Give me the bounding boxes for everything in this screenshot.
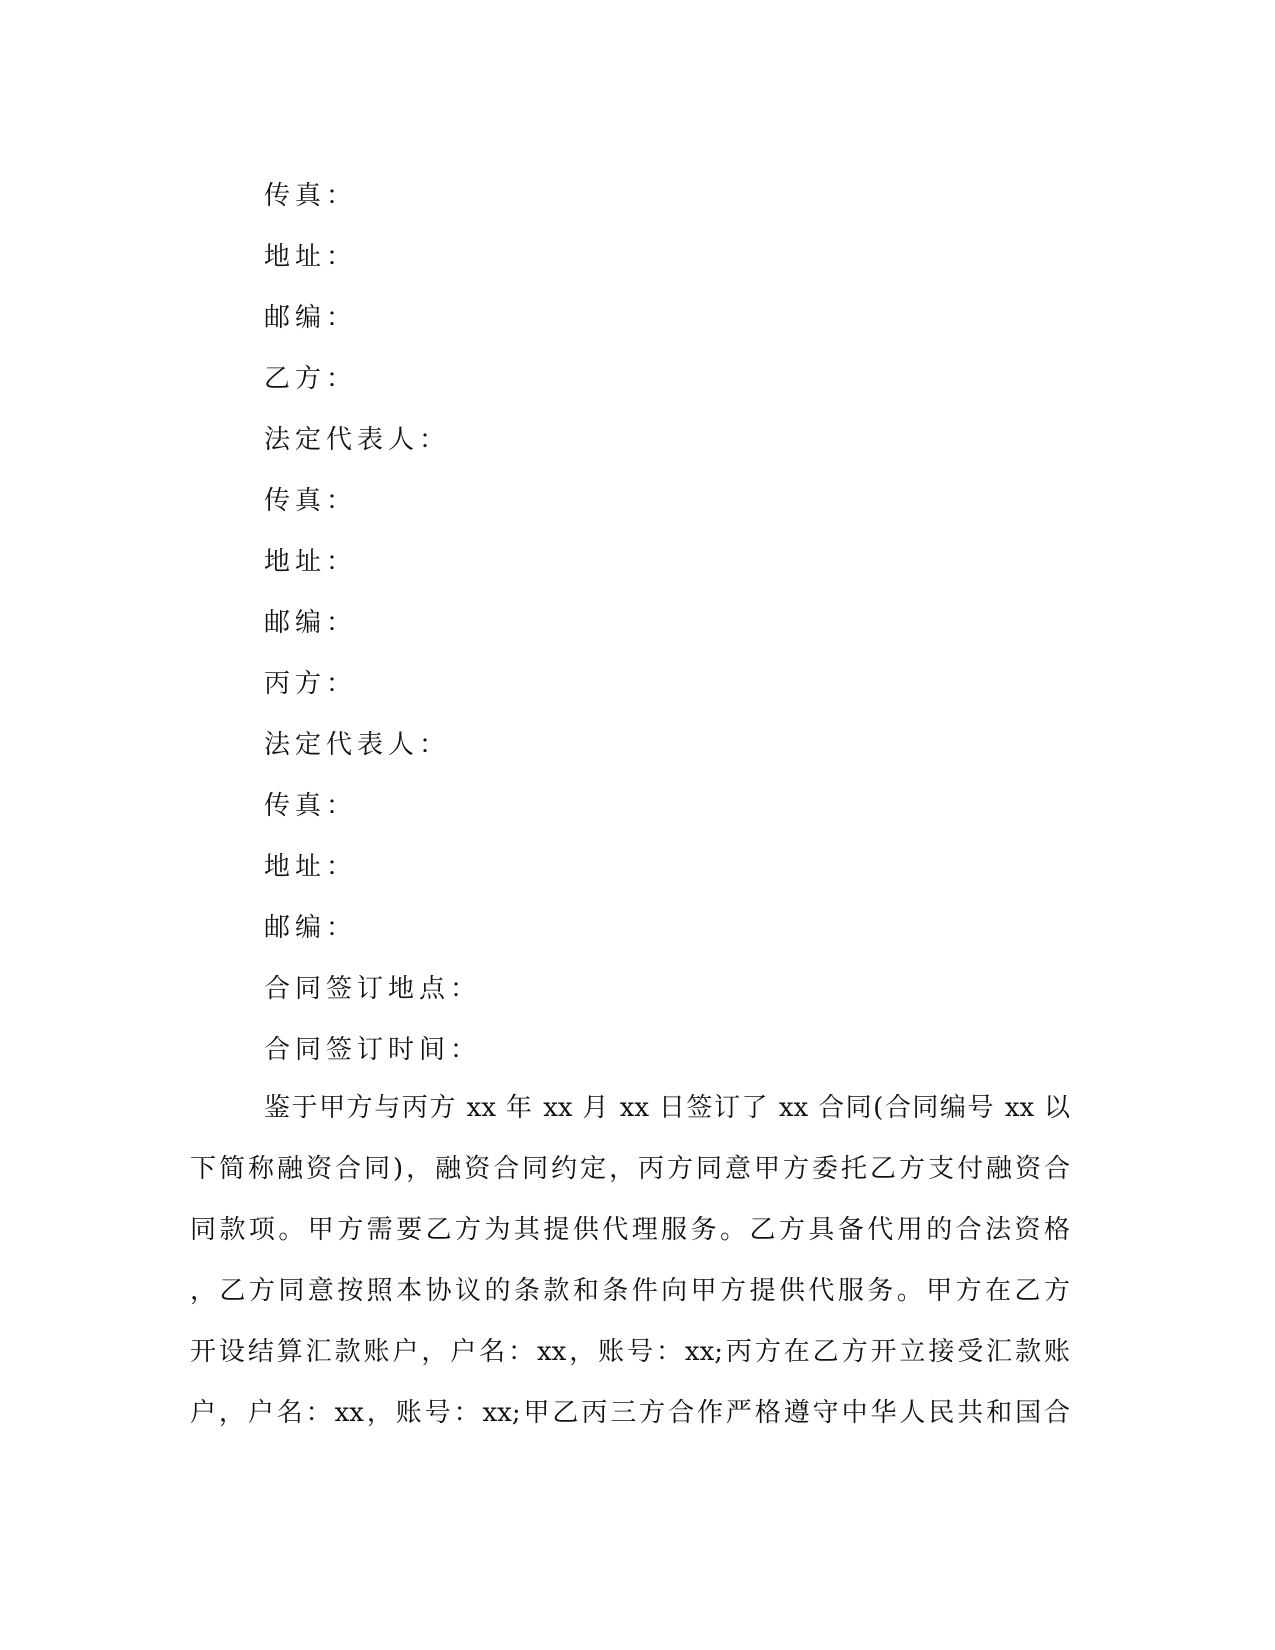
paragraph-line: 下简称融资合同)，融资合同约定，丙方同意甲方委托乙方支付融资合 xyxy=(190,1154,1070,1184)
field-postcode-b: 邮编： xyxy=(264,608,358,638)
field-legal-rep-c: 法定代表人： xyxy=(264,730,451,760)
contract-preamble-paragraph xyxy=(190,1078,1070,1444)
paragraph-line: 鉴于甲方与丙方 xx 年 xx 月 xx 日签订了 xx 合同(合同编号 xx 以 xyxy=(264,1093,1070,1123)
field-signing-place: 合同签订地点： xyxy=(264,974,482,1004)
field-fax-b: 传真： xyxy=(264,486,358,516)
field-address-b: 地址： xyxy=(264,547,358,577)
field-fax-c: 传真： xyxy=(264,791,358,821)
paragraph-line: 同款项。甲方需要乙方为其提供代理服务。乙方具备代用的合法资格 xyxy=(190,1215,1070,1245)
field-address-a: 地址： xyxy=(264,242,358,272)
paragraph-line: 户，户名：xx，账号：xx;甲乙丙三方合作严格遵守中华人民共和国合 xyxy=(190,1398,1070,1428)
field-signing-time: 合同签订时间： xyxy=(264,1035,482,1065)
field-postcode-a: 邮编： xyxy=(264,303,358,333)
field-party-b: 乙方： xyxy=(264,364,358,394)
field-fax-a: 传真： xyxy=(264,181,358,211)
field-postcode-c: 邮编： xyxy=(264,913,358,943)
paragraph-line: ，乙方同意按照本协议的条款和条件向甲方提供代服务。甲方在乙方 xyxy=(190,1276,1070,1306)
field-legal-rep-b: 法定代表人： xyxy=(264,425,451,455)
party-field-list xyxy=(264,166,481,1081)
field-address-c: 地址： xyxy=(264,852,358,882)
paragraph-line: 开设结算汇款账户，户名：xx，账号：xx;丙方在乙方开立接受汇款账 xyxy=(190,1337,1070,1367)
field-party-c: 丙方： xyxy=(264,669,358,699)
